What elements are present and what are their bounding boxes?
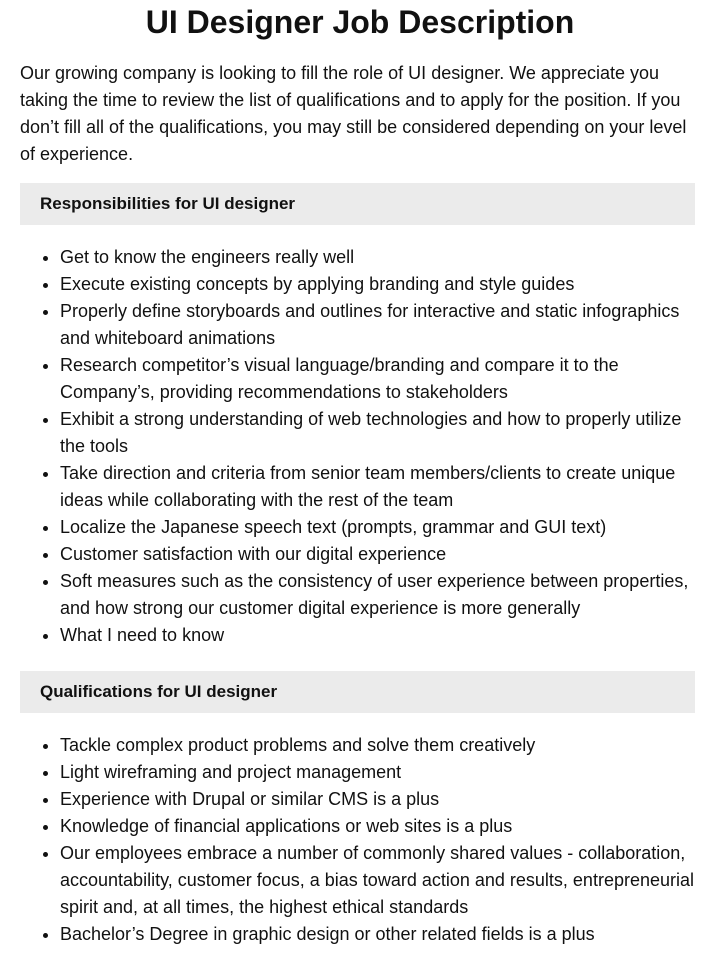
list-item: • Take direction and criteria from senior team members/clients to create unique ideas while collaborating with the rest of the team: [60, 460, 700, 514]
list-item: • Properly define storyboards and outlines for interactive and static infographics and whiteboard animations: [60, 298, 700, 352]
qualifications-heading: Qualifications for UI designer: [20, 671, 695, 713]
responsibilities-list: [20, 244, 700, 649]
list-item: • Exhibit a strong understanding of web technologies and how to properly utilize the tools: [60, 406, 700, 460]
list-item: • Soft measures such as the consistency of user experience between properties, and how strong our customer digital experience is more generally: [60, 568, 700, 622]
list-item: • Our employees embrace a number of commonly shared values - collaboration, accountability, customer focus, a bias toward action and results, entrepreneurial spirit and, at all times, the highest ethical standards: [60, 840, 700, 921]
page-title: UI Designer Job Description: [145, 4, 575, 40]
list-item: • Execute existing concepts by applying branding and style guides: [60, 271, 700, 298]
list-item: • Experience with Drupal or similar CMS is a plus: [60, 786, 700, 813]
list-item: • Light wireframing and project management: [60, 759, 700, 786]
list-item: • Localize the Japanese speech text (prompts, grammar and GUI text): [60, 514, 700, 541]
list-item: • Research competitor’s visual language/branding and compare it to the Company’s, providing recommendations to stakeholders: [60, 352, 700, 406]
list-item: • Bachelor’s Degree in graphic design or other related fields is a plus: [60, 921, 700, 948]
list-item: • What I need to know: [60, 622, 700, 649]
list-item: • Knowledge of financial applications or web sites is a plus: [60, 813, 700, 840]
list-item: • Tackle complex product problems and solve them creatively: [60, 732, 700, 759]
qualifications-list: [20, 732, 700, 948]
responsibilities-heading: Responsibilities for UI designer: [20, 183, 695, 225]
list-item: • Get to know the engineers really well: [60, 244, 700, 271]
intro-paragraph: Our growing company is looking to fill the role of UI designer. We appreciate you taking the time to review the list of qualifications and to apply for the position. If you don’t fill all of the qualifications, you may still be considered depending on your level of experience.: [20, 63, 687, 164]
list-item: • Customer satisfaction with our digital experience: [60, 541, 700, 568]
